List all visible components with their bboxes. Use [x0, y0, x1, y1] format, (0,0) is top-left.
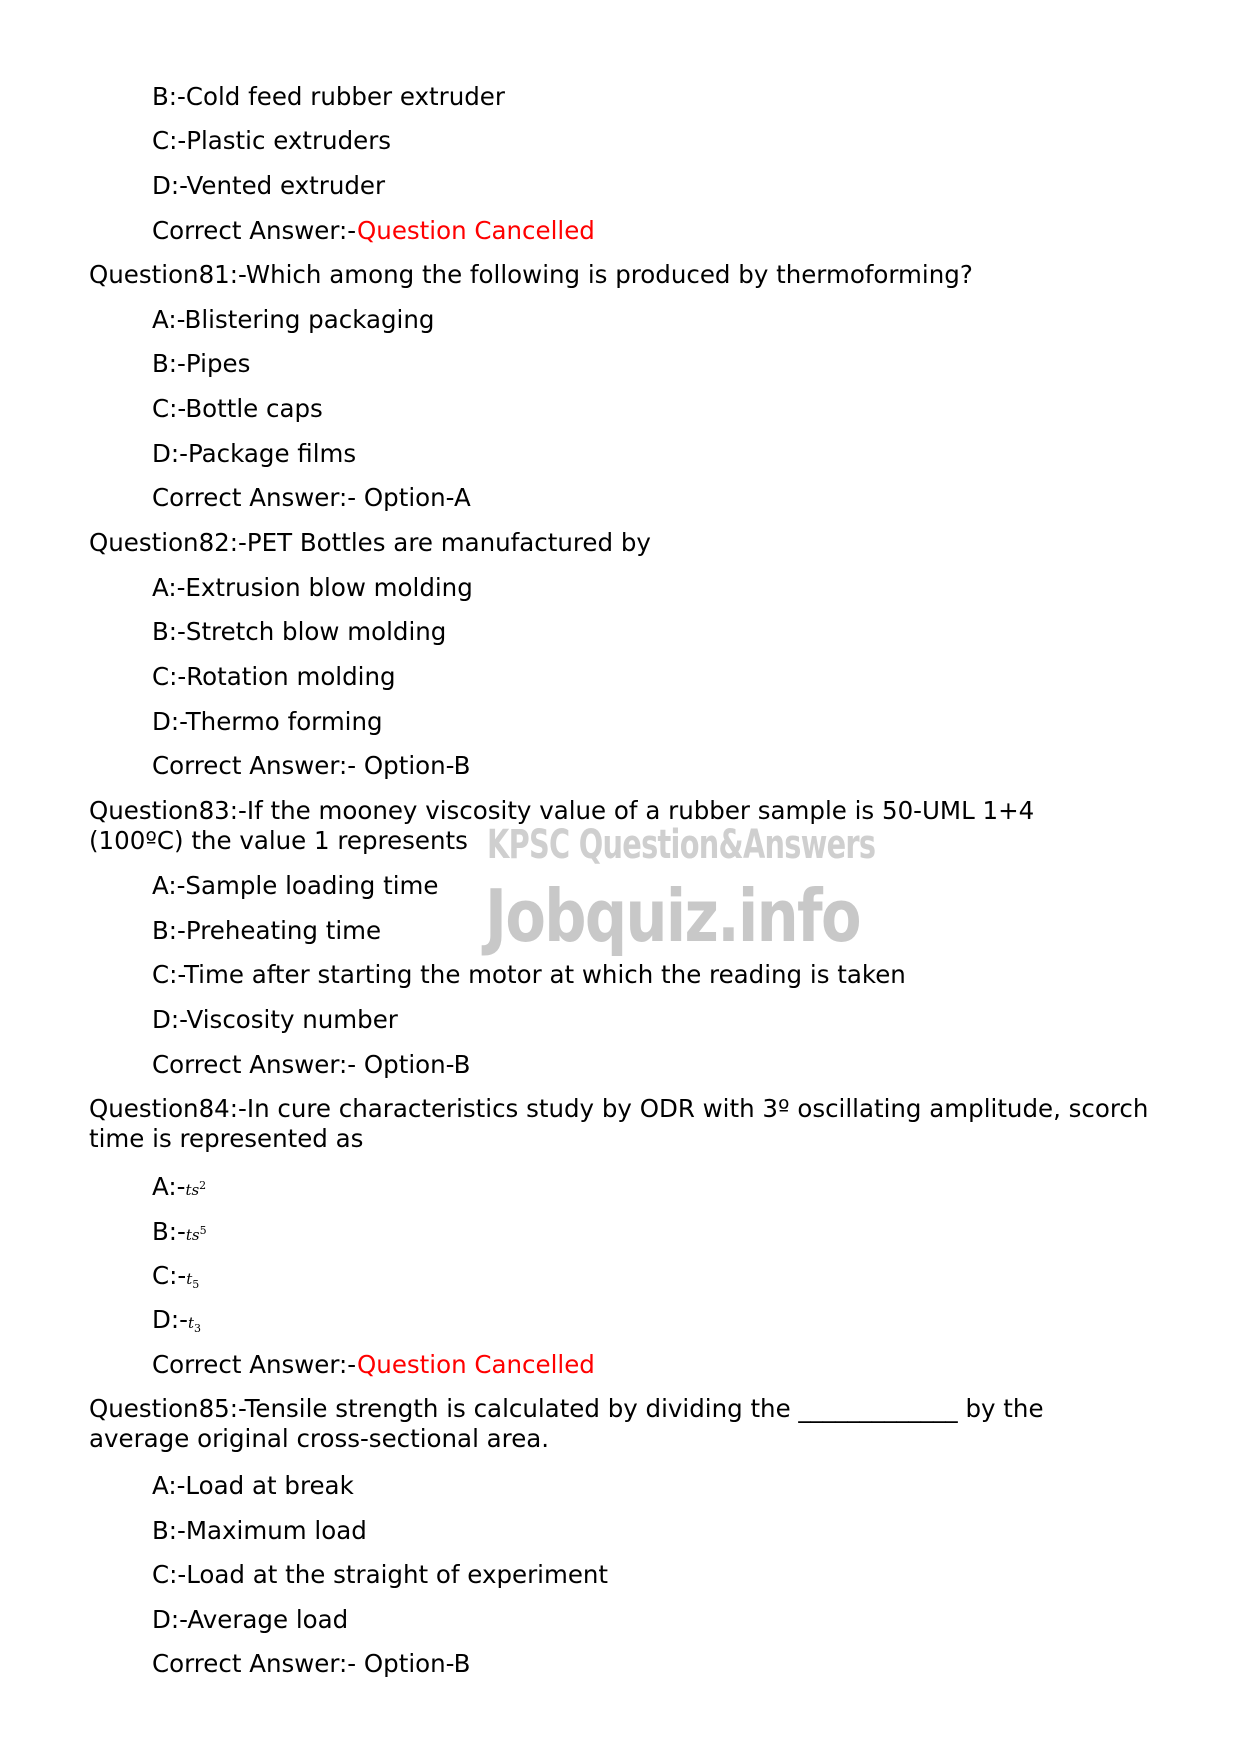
math-base: ts: [185, 1226, 200, 1244]
math-symbol: [187, 1314, 201, 1335]
watermark-line-1: KPSC Question&Answers: [487, 822, 876, 868]
q81-correct-answer: Correct Answer:- Option-A: [152, 483, 471, 512]
option-label: B:-: [152, 1217, 186, 1246]
q83-correct-answer: Correct Answer:- Option-B: [152, 1050, 471, 1079]
q84-option-b: [152, 1216, 207, 1250]
q82-option-a: A:-Extrusion blow molding: [152, 573, 473, 602]
q85-option-c: C:-Load at the straight of experiment: [152, 1560, 609, 1589]
math-base: ts: [185, 1181, 200, 1199]
q84-question: Question84:-In cure characteristics study by ODR with 3º oscillating amplitude, scorch time is represented as: [89, 1094, 1149, 1153]
math-subscript: 5: [192, 1278, 200, 1291]
math-superscript: 5: [199, 1224, 207, 1237]
answer-cancelled: Question Cancelled: [357, 216, 595, 245]
answer-label: Correct Answer:-: [152, 1350, 358, 1379]
q85-option-d: D:-Average load: [152, 1605, 349, 1634]
option-label: D:-: [152, 1305, 188, 1334]
math-symbol: [186, 1226, 207, 1244]
answer-label: Correct Answer:-: [152, 216, 358, 245]
option-label: A:-: [152, 1172, 186, 1201]
math-subscript: 3: [194, 1322, 201, 1335]
q81-option-b: B:-Pipes: [152, 349, 251, 378]
math-superscript: 2: [199, 1179, 207, 1192]
q85-option-a: A:-Load at break: [152, 1471, 354, 1500]
q84-option-c: [152, 1261, 199, 1300]
q80-option-d: D:-Vented extruder: [152, 171, 386, 200]
q81-question: Question81:-Which among the following is produced by thermoforming?: [89, 260, 973, 289]
q81-option-a: A:-Blistering packaging: [152, 305, 435, 334]
q83-option-c: C:-Time after starting the motor at which the reading is taken: [152, 960, 906, 989]
math-base: t: [186, 1270, 193, 1288]
q82-option-b: B:-Stretch blow molding: [152, 617, 447, 646]
q84-correct-answer: [152, 1350, 595, 1380]
q84-option-a: [152, 1171, 206, 1205]
q83-option-a: A:-Sample loading time: [152, 871, 439, 900]
q84-option-d: [152, 1305, 201, 1344]
math-base: t: [187, 1314, 194, 1332]
q80-option-b: B:-Cold feed rubber extruder: [152, 82, 505, 111]
q83-option-d: D:-Viscosity number: [152, 1005, 398, 1034]
math-symbol: [185, 1181, 206, 1199]
math-symbol: [186, 1270, 200, 1291]
q85-question: Question85:-Tensile strength is calculated by dividing the _____________ by the average original cross-sectional area.: [89, 1394, 1044, 1453]
q82-correct-answer: Correct Answer:- Option-B: [152, 751, 471, 780]
q85-correct-answer: Correct Answer:- Option-B: [152, 1649, 471, 1678]
q83-option-b: B:-Preheating time: [152, 916, 382, 945]
q81-option-d: D:-Package films: [152, 439, 357, 468]
q81-option-c: C:-Bottle caps: [152, 394, 323, 423]
watermark-line-2: Jobquiz.info: [485, 874, 860, 958]
q83-question: Question83:-If the mooney viscosity value of a rubber sample is 50-UML 1+4 (100ºC) the value 1 represents: [89, 796, 1035, 855]
answer-cancelled: Question Cancelled: [357, 1350, 595, 1379]
q82-option-d: D:-Thermo forming: [152, 707, 383, 736]
q85-option-b: B:-Maximum load: [152, 1516, 367, 1545]
q82-option-c: C:-Rotation molding: [152, 662, 396, 691]
q82-question: Question82:-PET Bottles are manufactured by: [89, 528, 651, 557]
option-label: C:-: [152, 1261, 187, 1290]
q80-correct-answer: [152, 216, 595, 246]
q80-option-c: C:-Plastic extruders: [152, 126, 392, 155]
